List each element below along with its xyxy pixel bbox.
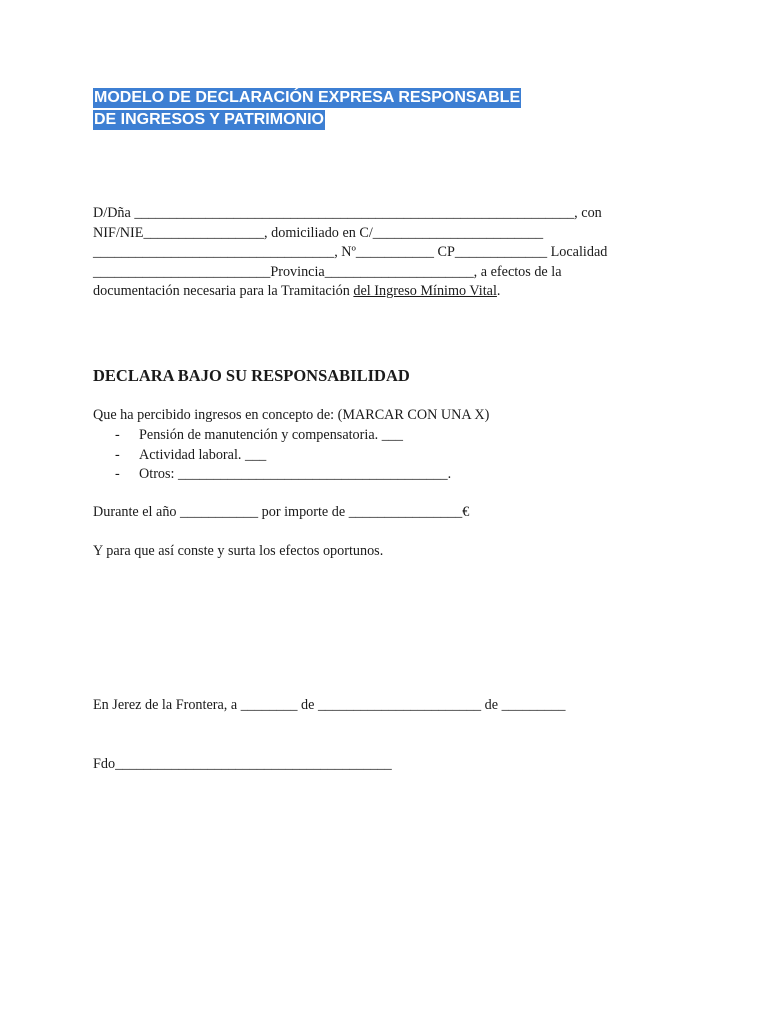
declaration-heading: DECLARA BAJO SU RESPONSABILIDAD — [93, 366, 410, 385]
list-dash: - — [115, 446, 120, 463]
income-option-label: Otros: ______________________________________. — [139, 466, 452, 482]
document-title — [93, 87, 521, 131]
income-intro: Que ha percibido ingresos en concepto de: (MARCAR CON UNA X) — [93, 407, 490, 423]
declarant-line-5-suffix: . — [496, 283, 501, 299]
income-option-label: Pensión de manutención y compensatoria. ___ — [139, 427, 403, 443]
income-option-pension[interactable] — [93, 426, 451, 446]
signature-line: Fdo_______________________________________ — [93, 756, 392, 772]
declarant-line-2: NIF/NIE_________________, domiciliado en C/________________________ — [93, 224, 544, 241]
title-line-1: MODELO DE DECLARACIÓN EXPRESA RESPONSABLE — [94, 89, 521, 106]
income-options-list — [93, 426, 451, 485]
income-option-label: Actividad laboral. ___ — [139, 446, 267, 463]
list-dash: - — [115, 427, 120, 443]
title-line-2: DE INGRESOS Y PATRIMONIO — [94, 111, 324, 128]
declarant-paragraph — [93, 204, 607, 302]
place-date-line: En Jerez de la Frontera, a ________ de _______________________ de _________ — [93, 697, 566, 713]
closing-statement: Y para que así conste y surta los efectos oportunos. — [93, 543, 384, 559]
year-amount-line: Durante el año ___________ por importe de ________________€ — [93, 504, 470, 520]
ingreso-minimo-vital-link[interactable]: del Ingreso Mínimo Vital — [353, 283, 497, 299]
declarant-line-1: D/Dña ______________________________________________________________, con — [93, 205, 602, 221]
declarant-line-5-prefix: documentación necesaria para la Tramitación — [93, 283, 354, 299]
income-option-work[interactable] — [93, 446, 451, 466]
declarant-line-3: __________________________________, Nº___________ CP_____________ Localidad — [93, 244, 608, 260]
list-dash: - — [115, 466, 120, 482]
income-option-other[interactable] — [93, 465, 451, 485]
declarant-line-4: _________________________Provincia_____________________, a efectos de la — [93, 263, 562, 280]
